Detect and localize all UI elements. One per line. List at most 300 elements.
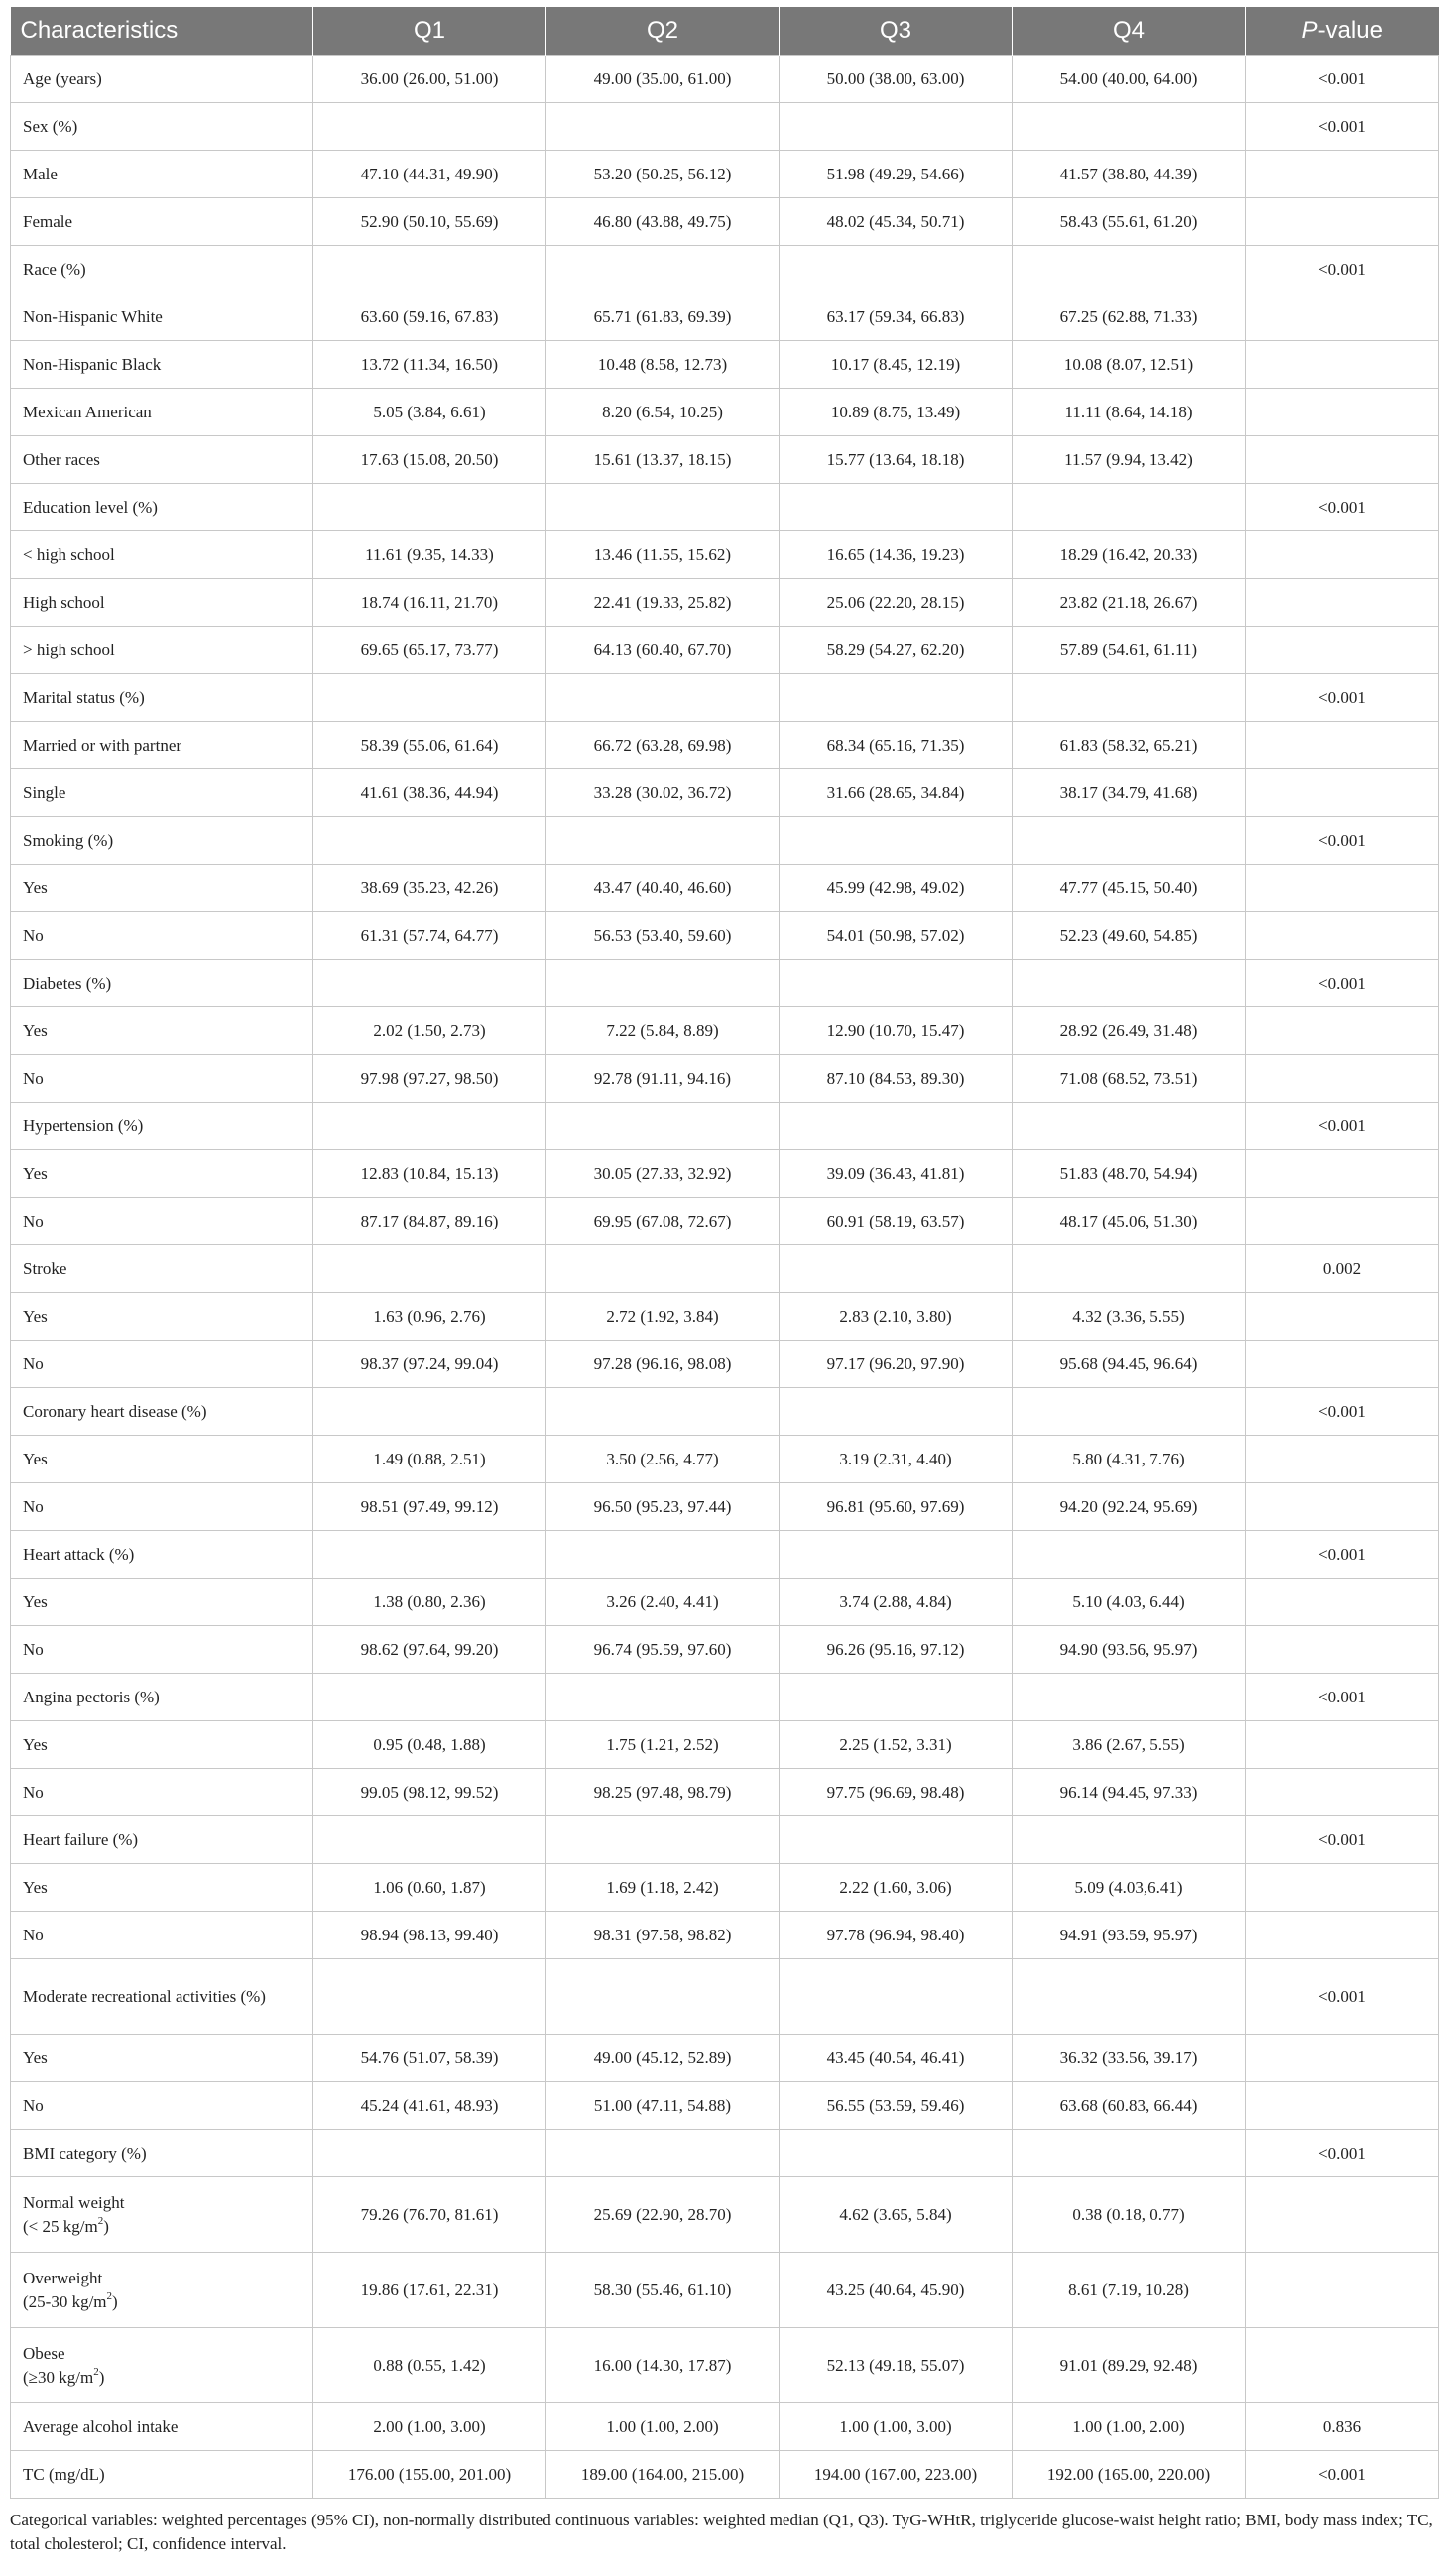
p-value [1246, 1436, 1439, 1483]
q1-value: 2.02 (1.50, 2.73) [313, 1007, 546, 1055]
p-value: <0.001 [1246, 1674, 1439, 1721]
q2-value: 66.72 (63.28, 69.98) [546, 722, 780, 769]
row-normal-weight [11, 2177, 1439, 2253]
row-sex [11, 103, 1439, 151]
row-greater-than-high-school [11, 627, 1439, 674]
q4-value: 3.86 (2.67, 5.55) [1013, 1721, 1246, 1769]
q3-value [780, 2130, 1013, 2177]
q3-value: 68.34 (65.16, 71.35) [780, 722, 1013, 769]
q2-value [546, 817, 780, 865]
q2-value: 43.47 (40.40, 46.60) [546, 865, 780, 912]
p-value [1246, 1626, 1439, 1674]
row-total-cholesterol [11, 2451, 1439, 2499]
q1-value [313, 1674, 546, 1721]
p-value [1246, 1293, 1439, 1341]
row-male [11, 151, 1439, 198]
q1-value [313, 960, 546, 1007]
q4-value: 5.09 (4.03,6.41) [1013, 1864, 1246, 1912]
row-label-sup: 2 [93, 2365, 99, 2378]
q1-value: 79.26 (76.70, 81.61) [313, 2177, 546, 2253]
p-value: <0.001 [1246, 1816, 1439, 1864]
q4-value: 48.17 (45.06, 51.30) [1013, 1198, 1246, 1245]
q4-value: 0.38 (0.18, 0.77) [1013, 2177, 1246, 2253]
q1-value: 61.31 (57.74, 64.77) [313, 912, 546, 960]
row-label-sup: 2 [106, 2289, 113, 2302]
q3-value: 10.17 (8.45, 12.19) [780, 341, 1013, 389]
row-label: Heart failure (%) [11, 1816, 313, 1864]
q4-value: 52.23 (49.60, 54.85) [1013, 912, 1246, 960]
q4-value [1013, 103, 1246, 151]
header-q2: Q2 [546, 7, 780, 56]
q4-value: 94.90 (93.56, 95.97) [1013, 1626, 1246, 1674]
q2-value [546, 484, 780, 531]
q3-value: 56.55 (53.59, 59.46) [780, 2082, 1013, 2130]
q3-value [780, 1816, 1013, 1864]
q1-value: 87.17 (84.87, 89.16) [313, 1198, 546, 1245]
p-value [1246, 151, 1439, 198]
q1-value [313, 817, 546, 865]
q4-value: 58.43 (55.61, 61.20) [1013, 198, 1246, 246]
row-moderate-recreational-activities [11, 1959, 1439, 2035]
q2-value [546, 1103, 780, 1150]
row-angina-yes [11, 1721, 1439, 1769]
p-value [1246, 1198, 1439, 1245]
q4-value: 51.83 (48.70, 54.94) [1013, 1150, 1246, 1198]
row-label-range: (25-30 kg/m [23, 2291, 107, 2311]
row-angina-pectoris [11, 1674, 1439, 1721]
q3-value: 31.66 (28.65, 34.84) [780, 769, 1013, 817]
q4-value: 5.10 (4.03, 6.44) [1013, 1579, 1246, 1626]
row-label: No [11, 1198, 313, 1245]
p-value [1246, 1007, 1439, 1055]
q3-value: 45.99 (42.98, 49.02) [780, 865, 1013, 912]
row-label-sup: 2 [97, 2214, 104, 2227]
p-value [1246, 627, 1439, 674]
q4-value: 47.77 (45.15, 50.40) [1013, 865, 1246, 912]
row-label: > high school [11, 627, 313, 674]
q4-value [1013, 1103, 1246, 1150]
q3-value: 43.25 (40.64, 45.90) [780, 2253, 1013, 2328]
p-value: <0.001 [1246, 2130, 1439, 2177]
p-value: 0.002 [1246, 1245, 1439, 1293]
row-married [11, 722, 1439, 769]
row-label: Yes [11, 1293, 313, 1341]
p-value: <0.001 [1246, 817, 1439, 865]
q1-value: 98.94 (98.13, 99.40) [313, 1912, 546, 1959]
q2-value [546, 246, 780, 293]
q4-value [1013, 1816, 1246, 1864]
row-stroke [11, 1245, 1439, 1293]
row-label: Other races [11, 436, 313, 484]
row-label-main: Obese [23, 2343, 65, 2363]
p-value [1246, 1055, 1439, 1103]
q3-value: 87.10 (84.53, 89.30) [780, 1055, 1013, 1103]
q2-value [546, 103, 780, 151]
row-obese [11, 2328, 1439, 2403]
q3-value: 4.62 (3.65, 5.84) [780, 2177, 1013, 2253]
q2-value: 1.69 (1.18, 2.42) [546, 1864, 780, 1912]
q4-value [1013, 1959, 1246, 2035]
row-coronary-heart-disease [11, 1388, 1439, 1436]
q2-value: 97.28 (96.16, 98.08) [546, 1341, 780, 1388]
p-value [1246, 1150, 1439, 1198]
q1-value: 1.49 (0.88, 2.51) [313, 1436, 546, 1483]
q2-value [546, 1959, 780, 2035]
q1-value [313, 1816, 546, 1864]
row-label: Coronary heart disease (%) [11, 1388, 313, 1436]
row-label: Average alcohol intake [11, 2403, 313, 2451]
row-label: Yes [11, 1864, 313, 1912]
p-value [1246, 2082, 1439, 2130]
q2-value: 51.00 (47.11, 54.88) [546, 2082, 780, 2130]
header-p-suffix: -value [1317, 17, 1383, 44]
row-hypertension-yes [11, 1150, 1439, 1198]
q3-value: 2.22 (1.60, 3.06) [780, 1864, 1013, 1912]
q4-value: 1.00 (1.00, 2.00) [1013, 2403, 1246, 2451]
q1-value [313, 1531, 546, 1579]
q2-value: 25.69 (22.90, 28.70) [546, 2177, 780, 2253]
q3-value: 194.00 (167.00, 223.00) [780, 2451, 1013, 2499]
q1-value [313, 484, 546, 531]
row-label: Mexican American [11, 389, 313, 436]
q1-value [313, 246, 546, 293]
q2-value [546, 1531, 780, 1579]
row-stroke-yes [11, 1293, 1439, 1341]
row-label: Yes [11, 1150, 313, 1198]
row-label: Age (years) [11, 56, 313, 103]
q4-value: 8.61 (7.19, 10.28) [1013, 2253, 1246, 2328]
q4-value [1013, 1674, 1246, 1721]
p-value [1246, 2328, 1439, 2403]
row-label: Moderate recreational activities (%) [11, 1959, 313, 2035]
p-value [1246, 1769, 1439, 1816]
row-label: Non-Hispanic White [11, 293, 313, 341]
q3-value: 60.91 (58.19, 63.57) [780, 1198, 1013, 1245]
q3-value [780, 1959, 1013, 2035]
p-value: <0.001 [1246, 2451, 1439, 2499]
characteristics-table [10, 7, 1439, 2499]
q2-value: 53.20 (50.25, 56.12) [546, 151, 780, 198]
q4-value: 91.01 (89.29, 92.48) [1013, 2328, 1246, 2403]
row-label: Yes [11, 1436, 313, 1483]
q2-value: 64.13 (60.40, 67.70) [546, 627, 780, 674]
q3-value: 97.17 (96.20, 97.90) [780, 1341, 1013, 1388]
q4-value: 10.08 (8.07, 12.51) [1013, 341, 1246, 389]
row-label [11, 2177, 313, 2253]
q2-value: 33.28 (30.02, 36.72) [546, 769, 780, 817]
row-label: Race (%) [11, 246, 313, 293]
row-bmi-category [11, 2130, 1439, 2177]
q3-value: 10.89 (8.75, 13.49) [780, 389, 1013, 436]
row-label [11, 2253, 313, 2328]
q4-value: 28.92 (26.49, 31.48) [1013, 1007, 1246, 1055]
q1-value [313, 103, 546, 151]
row-label: Married or with partner [11, 722, 313, 769]
q2-value [546, 2130, 780, 2177]
q4-value [1013, 484, 1246, 531]
q1-value: 52.90 (50.10, 55.69) [313, 198, 546, 246]
row-label: Sex (%) [11, 103, 313, 151]
row-smoking [11, 817, 1439, 865]
q2-value: 15.61 (13.37, 18.15) [546, 436, 780, 484]
p-value [1246, 2253, 1439, 2328]
q4-value [1013, 674, 1246, 722]
row-label: Yes [11, 1579, 313, 1626]
row-diabetes-yes [11, 1007, 1439, 1055]
q2-value: 69.95 (67.08, 72.67) [546, 1198, 780, 1245]
p-value [1246, 293, 1439, 341]
q4-value: 67.25 (62.88, 71.33) [1013, 293, 1246, 341]
header-characteristics: Characteristics [11, 7, 313, 56]
row-label-range: (< 25 kg/m [23, 2216, 98, 2236]
header-p-value [1246, 7, 1439, 56]
row-label-close: ) [103, 2216, 109, 2236]
q1-value: 17.63 (15.08, 20.50) [313, 436, 546, 484]
q3-value: 54.01 (50.98, 57.02) [780, 912, 1013, 960]
row-hypertension [11, 1103, 1439, 1150]
row-label: No [11, 2082, 313, 2130]
p-value: <0.001 [1246, 103, 1439, 151]
row-chd-no [11, 1483, 1439, 1531]
p-value [1246, 341, 1439, 389]
row-label: Single [11, 769, 313, 817]
row-label: High school [11, 579, 313, 627]
q4-value: 61.83 (58.32, 65.21) [1013, 722, 1246, 769]
q1-value: 63.60 (59.16, 67.83) [313, 293, 546, 341]
row-heart-failure-no [11, 1912, 1439, 1959]
p-value [1246, 2177, 1439, 2253]
q1-value [313, 674, 546, 722]
p-value [1246, 531, 1439, 579]
row-label: Stroke [11, 1245, 313, 1293]
q2-value: 30.05 (27.33, 32.92) [546, 1150, 780, 1198]
q3-value: 2.25 (1.52, 3.31) [780, 1721, 1013, 1769]
q2-value: 3.26 (2.40, 4.41) [546, 1579, 780, 1626]
q2-value [546, 674, 780, 722]
row-label-main: Normal weight [23, 2192, 125, 2212]
row-mexican-american [11, 389, 1439, 436]
q2-value [546, 1245, 780, 1293]
q2-value: 56.53 (53.40, 59.60) [546, 912, 780, 960]
q2-value: 1.00 (1.00, 2.00) [546, 2403, 780, 2451]
p-value: 0.836 [1246, 2403, 1439, 2451]
row-label: Yes [11, 1007, 313, 1055]
p-value [1246, 436, 1439, 484]
q2-value: 13.46 (11.55, 15.62) [546, 531, 780, 579]
p-value: <0.001 [1246, 674, 1439, 722]
row-heart-failure-yes [11, 1864, 1439, 1912]
q2-value: 98.31 (97.58, 98.82) [546, 1912, 780, 1959]
row-label: No [11, 1341, 313, 1388]
row-average-alcohol-intake [11, 2403, 1439, 2451]
row-label: No [11, 1483, 313, 1531]
q3-value [780, 1674, 1013, 1721]
row-label: Heart attack (%) [11, 1531, 313, 1579]
row-label-close: ) [98, 2367, 105, 2387]
row-chd-yes [11, 1436, 1439, 1483]
q4-value: 41.57 (38.80, 44.39) [1013, 151, 1246, 198]
q4-value: 63.68 (60.83, 66.44) [1013, 2082, 1246, 2130]
q3-value: 16.65 (14.36, 19.23) [780, 531, 1013, 579]
q2-value [546, 1674, 780, 1721]
row-overweight [11, 2253, 1439, 2328]
row-high-school [11, 579, 1439, 627]
row-label: No [11, 1912, 313, 1959]
row-other-races [11, 436, 1439, 484]
p-value [1246, 1341, 1439, 1388]
p-value [1246, 1721, 1439, 1769]
row-label: Education level (%) [11, 484, 313, 531]
q1-value [313, 2130, 546, 2177]
q2-value: 16.00 (14.30, 17.87) [546, 2328, 780, 2403]
p-value [1246, 912, 1439, 960]
row-marital-status [11, 674, 1439, 722]
row-label: No [11, 912, 313, 960]
q2-value [546, 1388, 780, 1436]
q1-value: 2.00 (1.00, 3.00) [313, 2403, 546, 2451]
q2-value: 49.00 (35.00, 61.00) [546, 56, 780, 103]
p-value [1246, 865, 1439, 912]
p-value [1246, 1483, 1439, 1531]
row-heart-attack [11, 1531, 1439, 1579]
header-p-italic: P [1301, 17, 1318, 44]
row-label: Smoking (%) [11, 817, 313, 865]
p-value [1246, 1579, 1439, 1626]
q1-value: 41.61 (38.36, 44.94) [313, 769, 546, 817]
q3-value: 97.75 (96.69, 98.48) [780, 1769, 1013, 1816]
q1-value [313, 1388, 546, 1436]
q4-value: 11.57 (9.94, 13.42) [1013, 436, 1246, 484]
p-value [1246, 579, 1439, 627]
q3-value: 97.78 (96.94, 98.40) [780, 1912, 1013, 1959]
q3-value: 25.06 (22.20, 28.15) [780, 579, 1013, 627]
q4-value [1013, 1531, 1246, 1579]
q1-value [313, 1245, 546, 1293]
q4-value: 54.00 (40.00, 64.00) [1013, 56, 1246, 103]
q1-value: 12.83 (10.84, 15.13) [313, 1150, 546, 1198]
q3-value: 48.02 (45.34, 50.71) [780, 198, 1013, 246]
q4-value: 57.89 (54.61, 61.11) [1013, 627, 1246, 674]
q3-value: 96.26 (95.16, 97.12) [780, 1626, 1013, 1674]
q4-value: 38.17 (34.79, 41.68) [1013, 769, 1246, 817]
row-label: Diabetes (%) [11, 960, 313, 1007]
q2-value: 22.41 (19.33, 25.82) [546, 579, 780, 627]
q3-value [780, 674, 1013, 722]
row-angina-no [11, 1769, 1439, 1816]
p-value: <0.001 [1246, 246, 1439, 293]
q1-value: 1.63 (0.96, 2.76) [313, 1293, 546, 1341]
row-label [11, 2328, 313, 2403]
q1-value: 98.37 (97.24, 99.04) [313, 1341, 546, 1388]
q2-value: 2.72 (1.92, 3.84) [546, 1293, 780, 1341]
q3-value: 52.13 (49.18, 55.07) [780, 2328, 1013, 2403]
row-label-main: Overweight [23, 2268, 103, 2287]
q2-value [546, 960, 780, 1007]
row-label: No [11, 1769, 313, 1816]
q4-value: 95.68 (94.45, 96.64) [1013, 1341, 1246, 1388]
q4-value [1013, 2130, 1246, 2177]
row-mra-no [11, 2082, 1439, 2130]
row-label: TC (mg/dL) [11, 2451, 313, 2499]
q3-value: 58.29 (54.27, 62.20) [780, 627, 1013, 674]
q3-value [780, 484, 1013, 531]
q2-value: 92.78 (91.11, 94.16) [546, 1055, 780, 1103]
q1-value: 13.72 (11.34, 16.50) [313, 341, 546, 389]
q1-value: 98.51 (97.49, 99.12) [313, 1483, 546, 1531]
q3-value: 1.00 (1.00, 3.00) [780, 2403, 1013, 2451]
row-mra-yes [11, 2035, 1439, 2082]
q3-value [780, 817, 1013, 865]
q4-value: 71.08 (68.52, 73.51) [1013, 1055, 1246, 1103]
q2-value: 1.75 (1.21, 2.52) [546, 1721, 780, 1769]
row-label: Male [11, 151, 313, 198]
row-age [11, 56, 1439, 103]
row-diabetes-no [11, 1055, 1439, 1103]
row-race [11, 246, 1439, 293]
q2-value: 58.30 (55.46, 61.10) [546, 2253, 780, 2328]
q2-value: 7.22 (5.84, 8.89) [546, 1007, 780, 1055]
p-value: <0.001 [1246, 1531, 1439, 1579]
row-label: < high school [11, 531, 313, 579]
q1-value: 11.61 (9.35, 14.33) [313, 531, 546, 579]
q1-value: 19.86 (17.61, 22.31) [313, 2253, 546, 2328]
q3-value [780, 246, 1013, 293]
q4-value: 192.00 (165.00, 220.00) [1013, 2451, 1246, 2499]
q4-value [1013, 246, 1246, 293]
q1-value: 54.76 (51.07, 58.39) [313, 2035, 546, 2082]
q1-value: 98.62 (97.64, 99.20) [313, 1626, 546, 1674]
q3-value [780, 1103, 1013, 1150]
q4-value: 23.82 (21.18, 26.67) [1013, 579, 1246, 627]
row-stroke-no [11, 1341, 1439, 1388]
q1-value: 58.39 (55.06, 61.64) [313, 722, 546, 769]
q4-value [1013, 817, 1246, 865]
q3-value: 50.00 (38.00, 63.00) [780, 56, 1013, 103]
header-q1: Q1 [313, 7, 546, 56]
row-label: Female [11, 198, 313, 246]
row-heart-attack-no [11, 1626, 1439, 1674]
q2-value: 65.71 (61.83, 69.39) [546, 293, 780, 341]
q1-value: 176.00 (155.00, 201.00) [313, 2451, 546, 2499]
q1-value: 5.05 (3.84, 6.61) [313, 389, 546, 436]
q3-value: 3.19 (2.31, 4.40) [780, 1436, 1013, 1483]
row-label: Hypertension (%) [11, 1103, 313, 1150]
q1-value: 0.88 (0.55, 1.42) [313, 2328, 546, 2403]
p-value [1246, 722, 1439, 769]
row-label: Yes [11, 1721, 313, 1769]
q2-value: 96.74 (95.59, 97.60) [546, 1626, 780, 1674]
q2-value: 3.50 (2.56, 4.77) [546, 1436, 780, 1483]
q1-value: 36.00 (26.00, 51.00) [313, 56, 546, 103]
q2-value: 49.00 (45.12, 52.89) [546, 2035, 780, 2082]
row-label: Marital status (%) [11, 674, 313, 722]
q3-value [780, 1388, 1013, 1436]
row-non-hispanic-black [11, 341, 1439, 389]
q4-value: 18.29 (16.42, 20.33) [1013, 531, 1246, 579]
header-row [11, 7, 1439, 56]
p-value [1246, 2035, 1439, 2082]
row-label: Non-Hispanic Black [11, 341, 313, 389]
row-label-range: (≥30 kg/m [23, 2367, 94, 2387]
q2-value: 96.50 (95.23, 97.44) [546, 1483, 780, 1531]
q2-value: 98.25 (97.48, 98.79) [546, 1769, 780, 1816]
q3-value: 63.17 (59.34, 66.83) [780, 293, 1013, 341]
p-value [1246, 198, 1439, 246]
q1-value: 97.98 (97.27, 98.50) [313, 1055, 546, 1103]
q3-value [780, 960, 1013, 1007]
q1-value: 99.05 (98.12, 99.52) [313, 1769, 546, 1816]
q2-value: 189.00 (164.00, 215.00) [546, 2451, 780, 2499]
